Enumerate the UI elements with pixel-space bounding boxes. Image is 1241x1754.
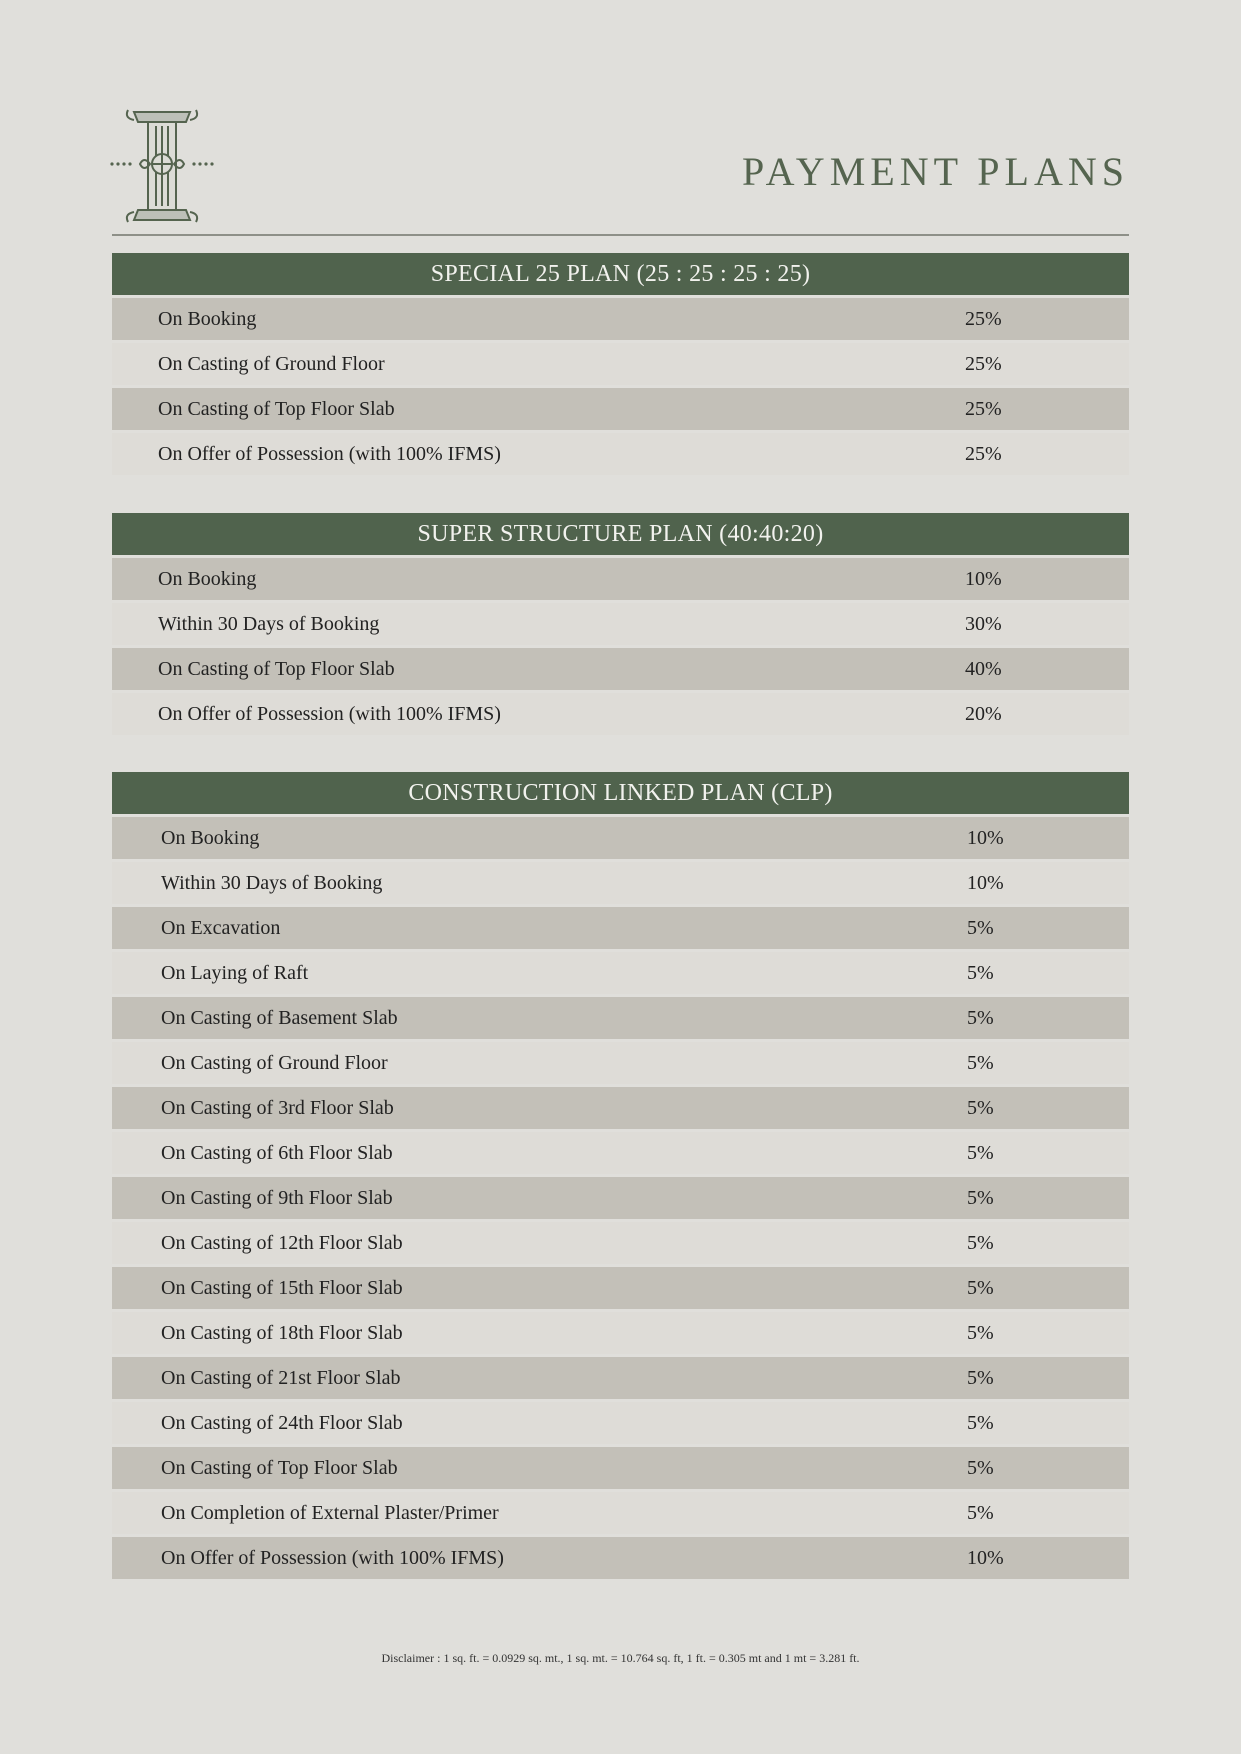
percentage-value: 5% xyxy=(967,961,994,984)
milestone-label: On Casting of Basement Slab xyxy=(161,1006,398,1029)
table-row xyxy=(112,1492,1129,1534)
percentage-value: 5% xyxy=(967,1411,994,1434)
milestone-label: On Casting of 18th Floor Slab xyxy=(161,1321,403,1344)
table-row xyxy=(112,1447,1129,1489)
plan-header: SPECIAL 25 PLAN (25 : 25 : 25 : 25) xyxy=(112,253,1129,295)
milestone-label: On Casting of Top Floor Slab xyxy=(158,657,395,680)
percentage-value: 10% xyxy=(967,1546,1004,1569)
table-row xyxy=(112,1537,1129,1579)
table-row xyxy=(112,862,1129,904)
milestone-label: Within 30 Days of Booking xyxy=(161,871,383,894)
milestone-label: On Casting of 15th Floor Slab xyxy=(161,1276,403,1299)
milestone-label: On Casting of 21st Floor Slab xyxy=(161,1366,401,1389)
percentage-value: 5% xyxy=(967,1366,994,1389)
milestone-label: On Casting of Ground Floor xyxy=(161,1051,388,1074)
percentage-value: 5% xyxy=(967,1006,994,1029)
table-row xyxy=(112,997,1129,1039)
percentage-value: 5% xyxy=(967,1276,994,1299)
super-structure-plan-table xyxy=(112,513,1129,738)
percentage-value: 5% xyxy=(967,1321,994,1344)
percentage-value: 5% xyxy=(967,916,994,939)
percentage-value: 5% xyxy=(967,1231,994,1254)
table-row xyxy=(112,433,1129,475)
table-row xyxy=(112,907,1129,949)
percentage-value: 5% xyxy=(967,1051,994,1074)
milestone-label: On Laying of Raft xyxy=(161,961,309,984)
page-title: PAYMENT PLANS xyxy=(742,149,1129,194)
milestone-label: On Casting of 9th Floor Slab xyxy=(161,1186,393,1209)
table-row xyxy=(112,558,1129,600)
table-row xyxy=(112,1042,1129,1084)
milestone-label: On Booking xyxy=(161,826,260,849)
percentage-value: 5% xyxy=(967,1096,994,1119)
percentage-value: 5% xyxy=(967,1186,994,1209)
header-divider xyxy=(112,234,1129,236)
special-25-plan-table xyxy=(112,253,1129,478)
table-row xyxy=(112,1312,1129,1354)
milestone-label: On Offer of Possession (with 100% IFMS) xyxy=(161,1546,504,1569)
percentage-value: 10% xyxy=(965,567,1002,590)
table-row xyxy=(112,1087,1129,1129)
milestone-label: On Excavation xyxy=(161,916,281,939)
construction-linked-plan-table xyxy=(112,772,1129,1582)
table-row xyxy=(112,952,1129,994)
milestone-label: On Offer of Possession (with 100% IFMS) xyxy=(158,702,501,725)
percentage-value: 10% xyxy=(967,826,1004,849)
percentage-value: 5% xyxy=(967,1456,994,1479)
percentage-value: 10% xyxy=(967,871,1004,894)
milestone-label: On Casting of 6th Floor Slab xyxy=(161,1141,393,1164)
milestone-label: On Booking xyxy=(158,567,257,590)
table-row xyxy=(112,1402,1129,1444)
table-row xyxy=(112,343,1129,385)
milestone-label: On Casting of 24th Floor Slab xyxy=(161,1411,403,1434)
percentage-value: 25% xyxy=(965,397,1002,420)
table-row xyxy=(112,388,1129,430)
table-row xyxy=(112,1267,1129,1309)
milestone-label: Within 30 Days of Booking xyxy=(158,612,380,635)
table-row xyxy=(112,1222,1129,1264)
table-row xyxy=(112,1132,1129,1174)
table-row xyxy=(112,693,1129,735)
milestone-label: On Casting of Top Floor Slab xyxy=(161,1456,398,1479)
milestone-label: On Casting of Top Floor Slab xyxy=(158,397,395,420)
milestone-label: On Casting of 3rd Floor Slab xyxy=(161,1096,394,1119)
milestone-label: On Casting of 12th Floor Slab xyxy=(161,1231,403,1254)
plan-header: SUPER STRUCTURE PLAN (40:40:20) xyxy=(112,513,1129,555)
milestone-label: On Offer of Possession (with 100% IFMS) xyxy=(158,442,501,465)
percentage-value: 30% xyxy=(965,612,1002,635)
milestone-label: On Completion of External Plaster/Primer xyxy=(161,1501,499,1524)
percentage-value: 5% xyxy=(967,1501,994,1524)
table-row xyxy=(112,1357,1129,1399)
table-row xyxy=(112,1177,1129,1219)
percentage-value: 40% xyxy=(965,657,1002,680)
table-row xyxy=(112,648,1129,690)
percentage-value: 20% xyxy=(965,702,1002,725)
milestone-label: On Booking xyxy=(158,307,257,330)
milestone-label: On Casting of Ground Floor xyxy=(158,352,385,375)
table-row xyxy=(112,298,1129,340)
percentage-value: 25% xyxy=(965,442,1002,465)
percentage-value: 25% xyxy=(965,307,1002,330)
table-row xyxy=(112,817,1129,859)
ornamental-letter-i-logo-icon xyxy=(110,108,214,224)
percentage-value: 25% xyxy=(965,352,1002,375)
percentage-value: 5% xyxy=(967,1141,994,1164)
plan-header: CONSTRUCTION LINKED PLAN (CLP) xyxy=(112,772,1129,814)
table-row xyxy=(112,603,1129,645)
disclaimer-text: Disclaimer : 1 sq. ft. = 0.0929 sq. mt., 1 sq. mt. = 10.764 sq. ft, 1 ft. = 0.305 mt and 1 mt = 3.281 ft. xyxy=(381,1651,860,1665)
